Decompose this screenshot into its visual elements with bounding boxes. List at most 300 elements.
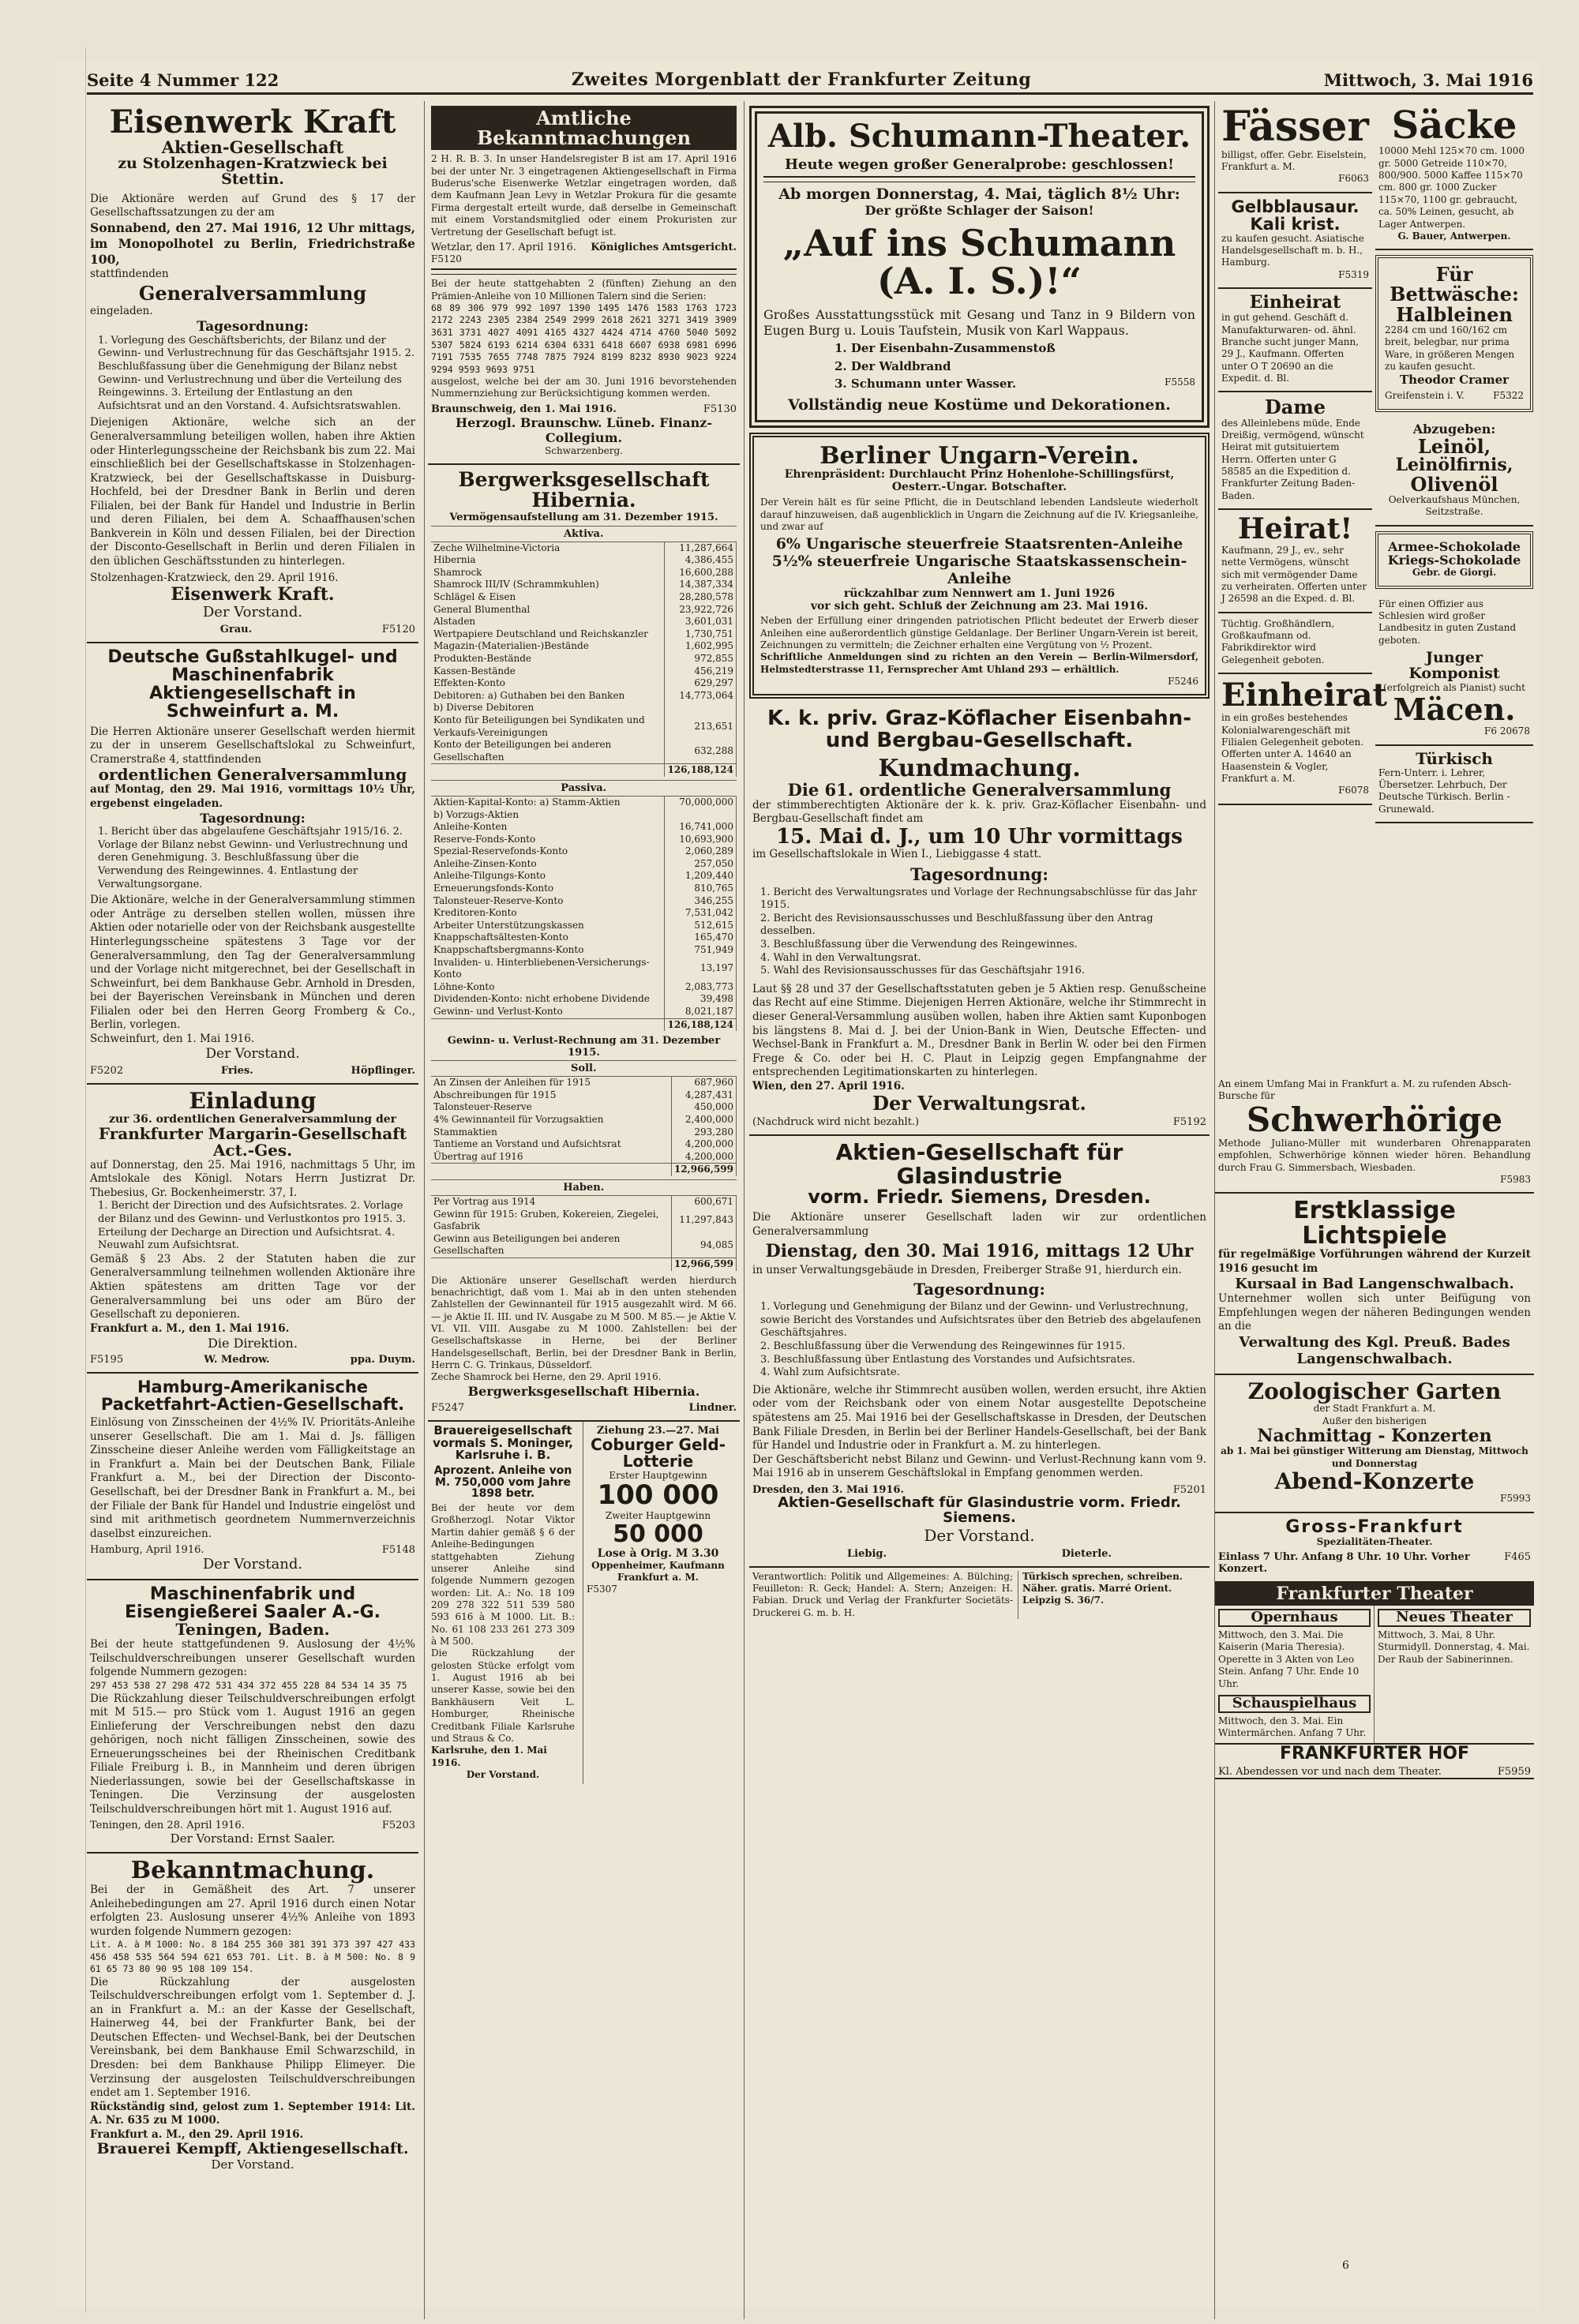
row-amount: 4,287,431 (671, 1089, 736, 1102)
row-amount: 293,280 (671, 1126, 736, 1139)
ad-frankfurter-theater (1215, 1583, 1534, 1779)
meeting-heading: Generalversammlung (138, 281, 367, 305)
ad-signature: Verwaltung des Kgl. Preuß. Bades Langenschwalbach. (1239, 1333, 1510, 1367)
ad-text: rückzahlbar zum Nennwert am 1. Juni 1926 (843, 587, 1116, 601)
ad-place-date: Hamburg, April 1916. (90, 1544, 204, 1557)
scene-item: 1. Der Eisenbahn-Zusammenstoß (835, 341, 1056, 356)
section-title: Amtliche Bekanntmachungen (431, 106, 737, 150)
ad-zoo (1215, 1375, 1534, 1513)
notice-place-date: Wetzlar, den 17. April 1916. (431, 241, 576, 253)
table-row (431, 1258, 737, 1270)
ad-margarin (87, 1085, 418, 1374)
table-row (431, 579, 737, 591)
row-amount: 23,922,726 (665, 604, 737, 617)
ad-title: Eisenwerk Kraft (109, 103, 396, 141)
row-label (431, 764, 665, 777)
signer: W. Medrow. (204, 1354, 270, 1366)
agenda-item: 3. Beschlußfassung über Entlastung des Vorstandes und Aufsichtsrates. (760, 1353, 1135, 1366)
ad-schokolade (1375, 531, 1533, 589)
ad-tuechtig (1218, 613, 1372, 674)
ad-code: F5192 (1172, 1116, 1206, 1129)
agenda-heading: Tagesordnung: (200, 811, 306, 827)
ad-text: vor sich geht. Schluß der Zeichnung am 23. Mai 1916. (810, 600, 1149, 613)
ad-place: Greifenstein i. V. (1385, 390, 1465, 402)
table-row (431, 907, 737, 920)
ad-title: Einladung (189, 1088, 317, 1115)
ad-title: Frankfurter Theater (1215, 1583, 1534, 1606)
row-amount: 8,021,187 (665, 1006, 737, 1018)
notice-text: Bei der heute stattgehabten 2 (fünften) Ziehung an den Prämien-Anleihe von 10 Millionen Talern sind die Serien: (431, 278, 737, 302)
table-row (431, 616, 737, 628)
wide-ads-col4-5 (1215, 1074, 1534, 1779)
ad-subtitle: Aprozent. Anleihe von M. 750,000 vom Jahre 1898 betr. (433, 1464, 572, 1501)
row-label: Aktien-Kapital-Konto: a) Stamm-Aktien (431, 796, 665, 808)
table-row (431, 883, 737, 895)
profit-loss-soll (431, 1060, 737, 1176)
ad-board: Der Vorstand. (202, 604, 303, 621)
table-row (431, 591, 737, 604)
ad-title: Einheirat (1249, 292, 1341, 313)
ad-subtitle: Ehrenpräsident: Durchlaucht Prinz Hohenlohe-Schillingsfürst, (784, 468, 1175, 482)
row-amount: 2,083,773 (665, 981, 737, 994)
agenda-list (752, 1301, 1206, 1380)
folio-mark: 6 (1342, 2259, 1349, 2272)
show-title: „Auf ins Schumann (A. I. S.)!“ (782, 222, 1176, 303)
ad-title: Türkisch (1416, 748, 1493, 768)
drawn-numbers: 297 453 538 27 298 472 531 434 372 455 228 84 534 14 35 75 (90, 1680, 407, 1692)
ad-text: Die Aktionäre, welche in der Generalversammlung stimmen oder Anträge zu derselben stellen wollen, müssen ihre Aktien oder notarielle oder von der Reichsbank ausgestellte Hinterlegungsscheine spätestens 3 Tage vor der Generalversammlung, den Tag der Generalversammlung und der Vorlage nicht mitgerechnet, bei der Gesellschaft in Schweinfurt, bei dem Bankhause Gebr. Arnhold in Dresden, bei der Bayerischen Vereinsbank in München und deren Filialen oder bei den Herren Georg Fromberg & Co., Berlin, vorlegen. (90, 894, 415, 1032)
row-label: Magazin-(Materialien-)Bestände (431, 640, 665, 653)
ad-title: Maschinenfabrik und Eisengießerei Saaler A.-G. (124, 1584, 381, 1623)
table-row (431, 542, 737, 554)
ad-dame (1218, 392, 1372, 510)
ad-subtitle: Oesterr.-Ungar. Botschafter. (891, 481, 1067, 494)
row-amount: 70,000,000 (665, 796, 737, 808)
meeting-date: 15. Mai d. J., um 10 Uhr vormittags (776, 824, 1183, 849)
row-label (431, 1164, 671, 1176)
ad-title: Schwerhörige (1246, 1100, 1503, 1139)
table-row (431, 764, 737, 777)
agenda-heading: Tagesordnung: (910, 864, 1049, 884)
notice-text: ausgelost, welche bei der am 30. Juni 1916 bevorstehenden Nummernziehung zur Berücksichtigung kommen werden. (431, 376, 737, 399)
ad-text: Die Aktionäre werden auf Grund des § 17 der Gesellschaftssatzungen zu der am (90, 192, 415, 219)
row-amount: 11,297,843 (671, 1209, 736, 1233)
meeting-date: auf Donnerstag, den 25. Mai 1916, nachmittags 5 Uhr, im Amtslokale des Königl. Notars Herrn Justizrat Dr. Thebesius, Gr. Bockenheimerstr. 37, I. (90, 1158, 415, 1199)
row-label: Übertrag auf 1916 (431, 1151, 671, 1164)
agenda-item: 4. Wahl in den Verwaltungsrat. (760, 951, 921, 964)
ad-hapag (87, 1374, 418, 1580)
table-row (431, 957, 737, 981)
row-amount: 972,855 (665, 653, 737, 665)
ad-text: Außer den bisherigen (1322, 1415, 1427, 1426)
row-amount: 4,386,455 (665, 554, 737, 567)
table-row (431, 677, 737, 690)
masthead: Zweites Morgenblatt der Frankfurter Zeitung (571, 69, 1032, 90)
signer: Fries. (220, 1065, 253, 1078)
ad-bettwaesche (1375, 255, 1533, 411)
table-row (431, 796, 737, 808)
row-amount: 512,615 (665, 920, 737, 932)
product-name: Olivenöl (1410, 472, 1498, 496)
ad-signature: Theodor Cramer (1399, 373, 1510, 388)
ad-place-date: Frankfurt a. M., den 1. Mai 1916. (90, 1321, 290, 1335)
row-label: Anleihe-Tilgungs-Konto (431, 870, 665, 883)
ad-title: Junger Komponist (1408, 649, 1500, 683)
row-amount: 7,531,042 (665, 907, 737, 920)
notice-place-date: Braunschweig, den 1. Mai 1916. (431, 403, 617, 415)
ad-title: K. k. priv. Graz-Köflacher Eisenbahn- und Bergbau-Gesellschaft. (767, 707, 1192, 752)
table-row (431, 1114, 737, 1126)
product-name: Kriegs-Schokolade (1387, 552, 1521, 568)
row-label: Stammaktien (431, 1126, 671, 1139)
table-row (431, 1233, 737, 1258)
official-notices (428, 101, 740, 465)
table-row (431, 739, 737, 764)
table-row (431, 1209, 737, 1233)
row-label: Erneuerungsfonds-Konto (431, 883, 665, 895)
row-label: Wertpapiere Deutschland und Reichskanzler (431, 628, 665, 641)
ad-place-date: Schweinfurt, den 1. Mai 1916. (90, 1032, 255, 1045)
ad-title: Aktien-Gesellschaft für Glasindustrie (835, 1139, 1123, 1189)
company-name: Frankfurter Margarin-Gesellschaft Act.-Ges. (98, 1123, 407, 1160)
ad-title: Erstklassige Lichtspiele (1293, 1197, 1456, 1250)
row-amount: 600,671 (671, 1195, 736, 1208)
row-label: Shamrock (431, 567, 665, 579)
ad-tuerkisch (1375, 746, 1533, 823)
ad-text: zu kaufen gesucht. Asiatische Handelsgesellschaft m. b. H., Hamburg. (1221, 232, 1364, 268)
show-description: Großes Ausstattungsstück mit Gesang und Tanz in 9 Bildern von Eugen Burg u. Louis Taufstein, Musik von Karl Wappaus. (763, 306, 1195, 339)
ad-text: Bei der heute stattgefundenen 9. Auslosung der 4½% Teilschuldverschreibungen unserer Gesellschaft wurden folgende Nummern gezogen: (90, 1638, 415, 1679)
ad-place-date: Frankfurt a. M., den 29. April 1916. (90, 2127, 304, 2141)
meeting-heading: ordentlichen Generalversammlung (98, 765, 407, 785)
row-amount: 13,197 (665, 957, 737, 981)
row-label: Produkten-Bestände (431, 653, 665, 665)
ad-place-date: Zeche Shamrock bei Herne, den 29. April 1916. (431, 1371, 662, 1383)
ad-text: Der Verein hält es für seine Pflicht, die in Deutschland lebenden Landsleute wiederholt darauf hinzuweisen, daß augenblicklich in Ungarn die Zeichnung auf die IV. Kriegsanleihe, und zwar auf (760, 497, 1198, 532)
ad-text: Die Rückzahlung der gelosten Stücke erfolgt vom 1. August 1916 ab bei unserer Kasse, sowie bei den Bankhäusern Veit L. Homburger, Rheinische Creditbank Filiale Karlsruhe und Straus & Co. (431, 1647, 575, 1744)
bond-name: 6% Ungarische steuerfreie Staatsrenten-Anleihe (775, 535, 1183, 553)
notice-text: 2 H. R. B. 3. In unser Handelsregister B ist am 17. April 1916 bei der unter Nr. 3 eingetragenen Aktiengesellschaft in Firma Buderus'sche Eisenwerke Wetzlar eingetragen worden, daß dem Kaufmann Jean Levy in Wetzlar Prokura für die gesamte Firma dergestalt erteilt wurde, daß derselbe in Gemeinschaft mit einem Vorstandsmitglied oder einem Prokuristen zur Vertretung der Gesellschaft befugt ist. (431, 153, 737, 238)
row-label: An Zinsen der Anleihen für 1915 (431, 1077, 671, 1089)
ad-text: Einlass 7 Uhr. Anfang 8 Uhr. 10 Uhr. Vorher Konzert. (1218, 1551, 1470, 1576)
row-label: Kreditoren-Konto (431, 907, 665, 920)
table-row (431, 665, 737, 678)
row-label: Konto der Beteiligungen bei anderen Gesellschaften (431, 739, 665, 764)
ad-text: Tüchtig. Großhändlern, Großkaufmann od. Fabrikdirektor wird Gelegenheit geboten. (1221, 617, 1335, 665)
row-label: Kassen-Bestände (431, 665, 665, 678)
table-row (431, 567, 737, 579)
venue-name: Schauspielhaus (1218, 1695, 1371, 1713)
ad-text: Bei der in Gemäßheit des Art. 7 unserer Anleihebedingungen am 27. April 1916 durch einen Notar erfolgten 23. Auslosung unserer 4½% Anleihe von 1893 wurden folgende Nummern gezogen: (90, 1883, 415, 1938)
ad-code: F5959 (1497, 1765, 1531, 1778)
page-number: Seite 4 Nummer 122 (87, 70, 279, 90)
ad-text: Einlösung von Zinsscheinen der 4½% IV. Prioritäts-Anleihe unserer Gesellschaft. Die am 1. Mai d. Js. fälligen Zinsscheine dieser Anleihe werden vom Fälligkeitstage an in Frankfurt a. Main bei der Deutschen Bank, Filiale Frankfurt a. M., bei der Direction der Disconto-Gesellschaft, bei der Dresdner Bank in Frankfurt a. M., bei der Filiale der Bank für Handel und Industrie eingelöst und sind mit arithmetisch geordnetem Nummernverzeichnis daselbst einzureichen. (90, 1416, 415, 1540)
show-date: Ab morgen Donnerstag, 4. Mai, täglich 8½ Uhr: (778, 186, 1180, 203)
ad-faesser (1218, 101, 1372, 193)
row-label: Anleihe-Konten (431, 821, 665, 834)
row-label: Reserve-Fonds-Konto (431, 834, 665, 846)
ad-subtitle: Abend-Konzerte (1274, 1467, 1475, 1494)
ad-oel (1375, 417, 1533, 527)
ad-subtitle-2: zu Stolzenhagen-Kratzwieck bei Stettin. (118, 155, 388, 188)
ad-title-large: Mäcen. (1393, 692, 1516, 728)
row-amount: 346,255 (665, 895, 737, 908)
signer: Dieterle. (1061, 1547, 1112, 1560)
ad-text: Methode Juliano-Müller mit wunderbaren Ohrenapparaten empfohlen, Schwerhörige können wieder hören. Behandlung durch Frau G. Simmersbach, Wiesbaden. (1218, 1137, 1531, 1173)
table-row (431, 1195, 737, 1208)
product-name: Armee-Schokolade (1388, 538, 1521, 554)
row-amount: 39,498 (665, 993, 737, 1006)
table-header: Aktiva. (431, 526, 737, 542)
table-row (431, 809, 737, 822)
meeting-date: Sonnabend, den 27. Mai 1916, 12 Uhr mittags, im Monopolhotel zu Berlin, Friedrichstraße 100, (90, 220, 415, 268)
row-label: 4% Gewinnanteil für Vorzugsaktien (431, 1114, 671, 1126)
column-1 (87, 101, 418, 2319)
ad-title: Einheirat (1221, 677, 1387, 714)
table-row (431, 1126, 737, 1139)
ad-code: F5195 (90, 1354, 124, 1366)
ad-schumann-theater (749, 106, 1210, 428)
ad-code: F5247 (431, 1401, 465, 1414)
product-name: Leinölfirnis, (1395, 454, 1513, 475)
ad-text: Die Rückzahlung der ausgelosten Teilschuldverschreibungen erfolgt vom 1. September d. J. an in Frankfurt a. M.: an der Kasse der Gesellschaft, Hainerweg 44, bei der Frankfurter Bank, bei der Deutschen Effecten- und Wechsel-Bank, bei der Deutschen Vereinsbank, bei dem Bankhause Emil Schwarzschild, in Dresden: bei dem Bankhause Philipp Elimeyer. Die Verzinsung der ausgelosten Teilschuldverschreibungen endet am 1. September 1916. (90, 1975, 415, 2100)
prize-amount: 50 000 (613, 1520, 703, 1549)
program-text: Mittwoch, den 3. Mai. Ein Wintermärchen. Anfang 7 Uhr. (1218, 1715, 1367, 1739)
product-name: Leinöl, (1417, 434, 1491, 458)
signer: ppa. Duym. (350, 1354, 415, 1366)
row-label: Anleihe-Zinsen-Konto (431, 858, 665, 871)
table-row (431, 895, 737, 908)
row-label (431, 1018, 665, 1031)
row-amount: 2,400,000 (671, 1114, 736, 1126)
ad-subtitle: Aktien-Gesellschaft (161, 137, 344, 157)
ad-code: F5319 (1338, 268, 1369, 280)
ad-text: 2284 cm und 160/162 cm breit, belegbar, nur prima Ware, in größeren Mengen zu kaufen gesucht. (1385, 324, 1515, 372)
table-row (431, 1151, 737, 1164)
row-amount: 14,387,334 (665, 579, 737, 591)
column-5 (1375, 101, 1533, 1048)
agenda-list: 1. Vorlegung des Geschäftsberichts, der Bilanz und der Gewinn- und Verlustrechnung für das Geschäftsjahr 1915. 2. Beschlußfassung über die Genehmigung der Bilanz nebst Gewinn- und Verlustrechnung und über die Verteilung des Reingewinns. 3. Erteilung der Entlastung an den Aufsichtsrat und an den Vorstand. 4. Aufsichtsratswahlen. (98, 334, 415, 412)
ad-text: Der größte Schlager der Saison! (865, 203, 1094, 218)
ad-text: Schriftliche Anmeldungen sind zu richten an den Verein — Berlin-Wilmersdorf, Helmstedterstrasse 11, Fernsprecher Amt Uhland 293 — erhältlich. (760, 651, 1198, 675)
ad-kali (1218, 193, 1372, 290)
ad-signature: Gebr. de Giorgi. (1412, 567, 1497, 579)
row-label: Löhne-Konto (431, 981, 665, 994)
ad-text: im Gesellschaftslokale in Wien I., Liebiggasse 4 statt. (752, 847, 1042, 860)
ad-text: Diejenigen Aktionäre, welche sich an der Generalversammlung beteiligen wollen, haben ihre Aktien oder Hinterlegungsscheine der Reichsbank bis zum 22. Mai einschließlich bei der Gesellschaftskasse in Stolzenhagen-Kratzwieck, bei der Gesellschaftskasse in Duisburg-Hochfeld, bei der Dresdner Bank in Berlin und deren Filialen, bei der Bank für Handel und Industrie in Berlin und deren Filialen, bei dem A. Schaaffhausen'schen Bankverein in Köln und dessen Filialen, bei der Direction der Disconto-Gesellschaft in Berlin und deren Filialen in den üblichen Geschäftsstunden zu hinterlegen. (90, 416, 415, 568)
row-label: b) Vorzugs-Aktien (431, 809, 665, 822)
agenda-list: 1. Bericht über das abgelaufene Geschäftsjahr 1915/16. 2. Vorlage der Bilanz nebst Gewinn- und Verlustrechnung und deren Genehmigung. 3. Beschlußfassung über die Verwendung des Reingewinnes. 4. Entlastung der Verwaltungsorgane. (98, 826, 408, 890)
agenda-item: 2. Bericht des Revisionsausschusses und Beschlußfassung über den Antrag desselben. (760, 912, 1153, 938)
row-amount: 1,730,751 (665, 628, 737, 641)
balance-sheet-heading: Vermögensaufstellung am 31. Dezember 1915. (449, 511, 718, 523)
program-text: Mittwoch, 3. Mai, 8 Uhr. Sturmidyll. Donnerstag, 4. Mai. Der Raub der Sabinerinnen. (1378, 1629, 1530, 1665)
page-header (87, 68, 1533, 95)
meeting-heading: Die 61. ordentliche Generalversammlung (787, 779, 1172, 800)
table-row (431, 628, 737, 641)
ad-title: Dame (1264, 395, 1326, 419)
row-label: Gewinn aus Beteiligungen bei anderen Gesellschaften (431, 1233, 671, 1258)
row-amount: 94,085 (671, 1233, 736, 1258)
agenda-list (752, 886, 1206, 978)
row-amount: 632,288 (665, 739, 737, 764)
table-row (431, 604, 737, 617)
table-row (431, 944, 737, 957)
ad-coburg-lottery (583, 1422, 733, 1785)
ad-place-date: Dresden, den 3. Mai 1916. (752, 1483, 904, 1496)
ad-place-date: Stolzenhagen-Kratzwieck, den 29. April 1916. (90, 572, 339, 585)
row-amount: 16,741,000 (665, 821, 737, 834)
ad-subtitle: Teningen, Baden. (175, 1620, 330, 1640)
table-row (431, 653, 737, 665)
ad-text: Die Herren Aktionäre unserer Gesellschaft werden hiermit zu der in unserem Gesellschaftslokal zu Schweinfurt, Cramerstraße 4, stattfindenden (90, 725, 415, 766)
ad-text: Bei der heute vor dem Großherzogl. Notar Viktor Martin dahier gemäß § 6 der Anleihe-Bedingungen stattgehabten Ziehung unserer Anleihe sind folgende Nummern gezogen worden: Lit. A.: No. 18 109 209 278 322 511 539 580 593 616 à M 1000. Lit. B.: No. 61 108 233 261 273 309 à M 500. (431, 1502, 575, 1647)
ad-text: in gut gehend. Geschäft d. Manufakturwaren- od. ähnl. Branche sucht junger Mann, 29 J., Kaufmann. Offerten unter O T 20690 an die Expedit. d. Bl. (1221, 312, 1359, 384)
ad-text: Lose à Orig. M 3.30 (597, 1546, 719, 1560)
ad-text: eingeladen. (90, 305, 153, 318)
row-amount: 751,949 (665, 944, 737, 957)
row-label: Spezial-Reservefonds-Konto (431, 845, 665, 858)
program-text: Mittwoch, den 3. Mai. Die Kaiserin (Maria Theresia). Operette in 3 Akten von Leo Stein. Anfang 7 Uhr. Ende 10 Uhr. (1218, 1629, 1360, 1689)
ad-code: F6063 (1338, 173, 1369, 185)
row-amount: 126,188,124 (665, 764, 737, 777)
ad-graz-koeflach (749, 703, 1210, 1136)
ad-text: Die Aktionäre unserer Gesellschaft laden wir zur ordentlichen Generalversammlung (752, 1211, 1206, 1238)
table-row (431, 981, 737, 994)
row-label: Arbeiter Unterstützungskassen (431, 920, 665, 932)
ad-text: Neben der Erfüllung einer dringenden patriotischen Pflicht bedeutet der Erwerb dieser Anleihen eine außerordentlich günstige Geldanlage. Der Berliner Ungarn-Verein ist bereit, Zeichnungen zu vermitteln; die Zeichner erhalten eine Vergütung von ½ Prozent. (760, 615, 1198, 650)
ad-code: F5202 (90, 1065, 124, 1078)
table-row (431, 920, 737, 932)
row-label: Hibernia (431, 554, 665, 567)
agenda-heading: Tagesordnung: (913, 1280, 1045, 1299)
ad-text: der stimmberechtigten Aktionäre der k. k. priv. Graz-Köflacher Eisenbahn- und Bergbau-Gesellschaft findet am (752, 798, 1206, 826)
row-amount: 3,601,031 (665, 616, 737, 628)
ad-subtitle: Spezialitäten-Theater. (1316, 1535, 1433, 1547)
drawn-numbers: Lit. A. à M 1000: No. 8 184 255 360 381 391 373 397 427 433 456 458 535 564 594 621 653 701. Lit. B. à M 500: No. 8 9 61 65 73 80 90 95 108 109 154. (90, 1939, 415, 1975)
ad-text: Fern-Unterr. i. Lehrer, Übersetzer. Lehrbuch, Der Deutsche Türkisch. Berlin - Grunewald. (1378, 767, 1510, 815)
ad-subtitle: der Stadt Frankfurt a. M. (1313, 1403, 1436, 1415)
row-amount: 213,651 (665, 714, 737, 739)
ad-tuerkisch-small: Türkisch sprechen, schreiben. Näher. gratis. Marré Orient. Leipzig S. 36/7. (1018, 1571, 1199, 1619)
ad-text: Gemäß § 23 Abs. 2 der Statuten haben die zur Generalversammlung teilnehmen wollenden Aktionäre ihre Aktien spätestens am dritten Tage vor der Generalversammlung bei uns oder am Büro der Gesellschaft zu deponieren. (90, 1252, 415, 1321)
table-row (431, 640, 737, 653)
ad-code: F5201 (1172, 1483, 1206, 1496)
ad-text: Erster Hauptgewinn (609, 1469, 707, 1481)
prize-amount: 100 000 (597, 1479, 719, 1512)
row-amount: 28,280,578 (665, 591, 737, 604)
ad-hibernia (428, 465, 740, 1422)
ad-code: F5130 (703, 403, 737, 415)
ad-text: Abzugeben: (1412, 421, 1496, 437)
table-row (431, 1077, 737, 1089)
ad-text: billigst, offer. Gebr. Eiselstein, Frankfurt a. M. (1221, 148, 1367, 172)
ad-signature: Oppenheimer, Kaufmann Frankfurt a. M. (591, 1559, 725, 1584)
row-amount: 810,765 (665, 883, 737, 895)
ad-text: ab 1. Mai bei günstiger Witterung am Dienstag, Mittwoch und Donnerstag (1221, 1445, 1528, 1469)
ad-text: Die Aktionäre unserer Gesellschaft werden hierdurch benachrichtigt, daß vom 1. Mai ab in den unten stehenden Zahlstellen der Gewinnanteil für 1915 ausgezahlt wird. M 66.— je Aktie II. III. und IV. Ausgabe zu M 500. M 85.— je Aktie V. VI. VII. VIII. Ausgabe zu M 1000. Zahlstellen: bei der Gesellschaftskasse in Herne, bei der Berliner Handelsgesellschaft, Berlin, bei der Dresdner Bank in Berlin, Herrn C. G. Trinkaus, Düsseldorf. (431, 1274, 737, 1371)
agenda-item: 1. Bericht des Verwaltungsrates und Vorlage der Rechnungsabschlüsse für das Jahr 1915. (760, 886, 1197, 912)
table-row (431, 702, 737, 714)
ad-text: stattfindenden (90, 268, 169, 281)
table-row (431, 931, 737, 944)
row-label: Invaliden- u. Hinterbliebenen-Versicherungs-Konto (431, 957, 665, 981)
hotel-name: FRANKFURTER HOF (1215, 1743, 1534, 1763)
table-row (431, 870, 737, 883)
table-row (431, 845, 737, 858)
ad-board: Die Direktion. (208, 1336, 298, 1351)
ad-text: Unternehmer wollen sich unter Beifügung von Empfehlungen wegen der näheren Bedingungen wenden an die (1218, 1292, 1531, 1333)
row-label: Gewinn für 1915: Gruben, Kokereien, Ziegelei, Gasfabrik (431, 1209, 671, 1233)
ad-text: des Alleinlebens müde, Ende Dreißig, vermögend, wünscht Heirat mit gutsituiertem Herrn. Offerten unter G 58585 an die Expedition d. Frankfurter Zeitung Baden-Baden. (1221, 417, 1364, 501)
ad-code: F6078 (1338, 785, 1369, 797)
col2-bottom-row (428, 1422, 740, 1785)
ad-board: Der Vorstand. (205, 1046, 300, 1063)
row-amount: 14,773,064 (665, 690, 737, 703)
ad-code: F5203 (381, 1820, 415, 1832)
row-amount: 687,960 (671, 1077, 736, 1089)
ad-title: Alb. Schumann-Theater. (767, 118, 1191, 155)
row-label: Shamrock III/IV (Schrammkuhlen) (431, 579, 665, 591)
table-row (431, 1101, 737, 1114)
ad-title: Brauereigesellschaft vormals S. Moninger, Karlsruhe i. B. (433, 1423, 573, 1463)
ad-text: Der Geschäftsbericht nebst Bilanz und Gewinn- und Verlust-Rechnung kann vom 9. Mai 1916 ab in unserem Geschäftslokal in Empfang genommen werden. (752, 1452, 1206, 1480)
ad-text: An einem Umfang Mai in Frankfurt a. M. zu rufenden Absch-Bursche für (1218, 1078, 1512, 1102)
ad-subtitle: vorm. Friedr. Siemens, Dresden. (808, 1186, 1151, 1209)
row-label: General Blumenthal (431, 604, 665, 617)
bond-name: 5½% steuerfreie Ungarische Staatskassenschein-Anleihe (771, 553, 1187, 588)
ad-komponist (1375, 594, 1533, 746)
table-header: Passiva. (431, 780, 737, 796)
ad-subtitle: zur 36. ordentlichen Generalversammlung der (108, 1112, 397, 1126)
row-label: b) Diverse Debitoren (431, 702, 665, 714)
row-label: Dividenden-Konto: nicht erhobene Dividende (431, 993, 665, 1006)
ad-title: Deutsche Gußstahlkugel- und Maschinenfabrik Aktiengesellschaft in Schweinfurt a. M. (107, 647, 398, 722)
ad-text: Kl. Abendessen vor und nach dem Theater. (1218, 1765, 1442, 1778)
row-amount: 257,050 (665, 858, 737, 871)
ad-title: Gross-Frankfurt (1285, 1516, 1464, 1537)
scene-item: 3. Schumann unter Wasser. (835, 377, 1017, 392)
ad-note: (Nachdruck wird nicht bezahlt.) (752, 1116, 920, 1129)
profit-loss-haben (431, 1179, 737, 1271)
row-label: Tantieme an Vorstand und Aufsichtsrat (431, 1138, 671, 1151)
venue-name: Opernhaus (1218, 1609, 1371, 1627)
ad-title: Zoologischer Garten (1247, 1378, 1502, 1404)
ad-text: in unser Verwaltungsgebäude in Dresden, Freiberger Straße 91, hierdurch ein. (752, 1263, 1182, 1276)
row-amount: 165,470 (665, 931, 737, 944)
table-row (431, 1089, 737, 1102)
ad-code: F5246 (1168, 676, 1198, 688)
row-label: Abschreibungen für 1915 (431, 1089, 671, 1102)
ad-title: Säcke (1391, 103, 1517, 148)
drawn-numbers: 68 89 306 979 992 1097 1390 1495 1476 1583 1763 1723 2172 2243 2305 2384 2549 2999 2618 2621 3271 3419 3909 3631 3731 4027 4091 4165 4327 4424 4714 4760 5040 5092 5307 5824 6193 6214 6304 6331 6418 6607 6938 6981 6996 7191 7535 7655 7748 7875 7924 8199 8232 8930 9023 9224 9294 9593 9693 9751 (431, 302, 737, 375)
row-label: Gewinn- und Verlust-Konto (431, 1006, 665, 1018)
row-label: Talonsteuer-Reserve (431, 1101, 671, 1114)
ad-code: F5983 (1500, 1173, 1531, 1185)
ad-title: Fässer (1221, 103, 1369, 151)
row-label: Knappschaftsbergmanns-Konto (431, 944, 665, 957)
agenda-item: 3. Beschlußfassung über die Verwendung des Reingewinnes. (760, 939, 1078, 950)
row-amount: 16,600,288 (665, 567, 737, 579)
table-row (431, 714, 737, 739)
column-2 (424, 101, 740, 2319)
ad-einheirat-1 (1218, 289, 1372, 392)
scene-item: 2. Der Waldbrand (835, 358, 951, 373)
ad-board: Der Vorstand. (202, 1556, 303, 1573)
row-amount: 11,287,664 (665, 542, 737, 554)
ad-text: Die Rückzahlung dieser Teilschuldverschreibungen erfolgt mit M 515.— pro Stück vom 1. August 1916 an gegen Einlieferung der Verschreibungen nebst den dazu gehörigen, noch nicht fälligen Zinsscheinen, sowie des Erneuerungsscheines bei der Rheinischen Creditbank Filiale Freiburg i. B., in Mannheim und deren übrigen Niederlassungen, sowie bei der Gesellschaftskasse in Teningen. Die Verzinsung der ausgelosten Teilschuldverschreibungen hört mit 1. August 1916 auf. (90, 1692, 415, 1816)
ad-signature: Brauerei Kempff, Aktiengesellschaft. (96, 2140, 409, 2158)
